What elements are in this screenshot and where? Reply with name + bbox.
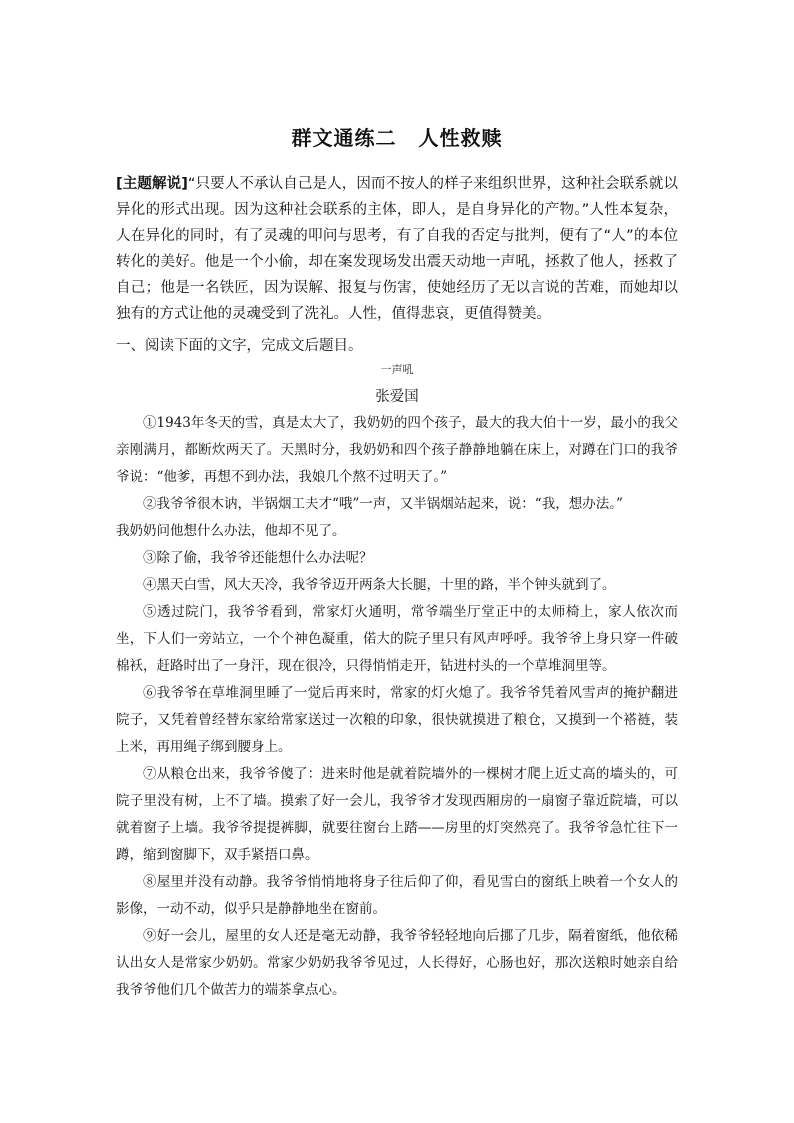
story-author: 张爱国 — [375, 389, 419, 405]
story-body — [116, 410, 678, 1004]
story-paragraph-3: ③除了偷，我爷爷还能想什么办法呢？ — [143, 550, 373, 566]
title-part-2: 人性救赎 — [418, 126, 503, 150]
story-paragraph-2-continued: 我奶奶问他想什么办法，他却不见了。 — [116, 523, 346, 539]
story-paragraph-6: ⑥我爷爷在草堆洞里睡了一觉后再来时，常家的灯火熄了。我爷爷凭着风雪声的掩护翻进院子，又凭着曾经替东家给常家送过一次粮的印象，很快就摸进了粮仓，又摸到一个褡裢，装上米，再用绳子绑到腰身上。 — [116, 685, 678, 755]
story-paragraph-9: ⑨好一会儿，屋里的女人还是毫无动静，我爷爷轻轻地向后挪了几步，隔着窗纸，他依稀认出女人是常家少奶奶。常家少奶奶我爷爷见过，人长得好，心肠也好，那次送粮时她亲自给我爷爷他们几个做苦力的端茶拿点心。 — [116, 928, 678, 998]
theme-explanation — [116, 171, 678, 327]
story-paragraph-8: ⑧屋里并没有动静。我爷爷悄悄地将身子往后仰了仰，看见雪白的窗纸上映着一个女人的影像，一动不动，似乎只是静静地坐在窗前。 — [116, 874, 678, 917]
story-paragraph-2: ②我爷爷很木讷，半锅烟工夫才“哦”一声，又半锅烟站起来，说：“我，想办法。” — [143, 496, 623, 512]
story-paragraph-1: ①1943年冬天的雪，真是太大了，我奶奶的四个孩子，最大的我大伯十一岁，最小的我父亲刚满月，都断炊两天了。天黑时分，我奶奶和四个孩子静静地躺在床上，对蹲在门口的我爷爷说：“他爹，再想不到办法，我娘几个熬不过明天了。” — [116, 415, 678, 485]
story-paragraph-5: ⑤透过院门，我爷爷看到，常家灯火通明，常爷端坐厅堂正中的太师椅上，家人依次而坐，下人们一旁站立，一个个神色凝重，偌大的院子里只有风声呼呼。我爷爷上身只穿一件破棉袄，赶路时出了一身汗，现在很冷，只得悄悄走开，钻进村头的一个草堆洞里等。 — [116, 604, 678, 674]
story-paragraph-7: ⑦从粮仓出来，我爷爷傻了：进来时他是就着院墙外的一棵树才爬上近丈高的墙头的，可院子里没有树，上不了墙。摸索了好一会儿，我爷爷才发现西厢房的一扇窗子靠近院墙，可以就着窗子上墙。我爷爷提提裤脚，就要往窗台上踏——房里的灯突然亮了。我爷爷急忙往下一蹲，缩到窗脚下，双手紧捂口鼻。 — [116, 766, 678, 863]
theme-text: “只要人不承认自己是人，因而不按人的样子来组织世界，这种社会联系就以异化的形式出现。因为这种社会联系的主体，即人，是自身异化的产物。”人性本复杂，人在异化的同时，有了灵魂的叩问与思考，有了自我的否定与批判，便有了“人”的本位转化的美好。他是一个小偷，却在案发现场发出震天动地一声吼，拯救了他人，拯救了自己；他是一名铁匠，因为误解、报复与伤害，使她经历了无以言说的苦难，而她却以独有的方式让他的灵魂受到了洗礼。人性，值得悲哀，更值得赞美。 — [116, 176, 678, 322]
page-title — [0, 122, 794, 151]
title-part-1: 群文通练二 — [291, 126, 397, 150]
story-paragraph-4: ④黑天白雪，风大天冷，我爷爷迈开两条大长腿，十里的路，半个钟头就到了。 — [143, 577, 616, 593]
question-instruction: 一、阅读下面的文字，完成文后题目。 — [116, 338, 363, 354]
theme-tag: [主题解说] — [116, 176, 188, 192]
story-title: 一声吼 — [380, 363, 414, 376]
